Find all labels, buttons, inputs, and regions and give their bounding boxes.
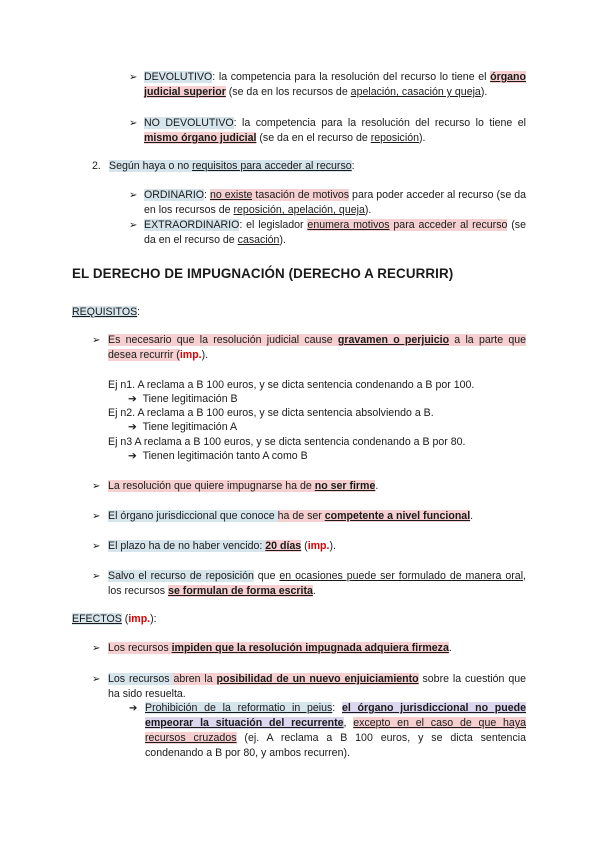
example-3-result: ➔ Tienen legitimación tanto A como B [128, 450, 308, 462]
efectos-title: EFECTOS (imp.): [72, 613, 157, 625]
arrowhead-bullet-icon: ➢ [92, 541, 101, 552]
devolutivo-paragraph: DEVOLUTIVO: la competencia para la resolución del recurso lo tiene el órgano judicial superior (se da en los recursos de apelación, casación y queja). [144, 71, 526, 98]
devolutivo-label: DEVOLUTIVO [144, 71, 213, 83]
section-heading: EL DERECHO DE IMPUGNACIÓN (DERECHO A RECURRIR) [72, 266, 454, 281]
no-devolutivo-label: NO DEVOLUTIVO [144, 117, 234, 129]
example-2-result: ➔ Tiene legitimación A [128, 421, 238, 433]
arrowhead-bullet-icon: ➢ [129, 118, 138, 129]
requisito-plazo: El plazo ha de no haber vencido: 20 días (imp.). [108, 540, 336, 552]
requisitos-title: REQUISITOS: [72, 306, 141, 318]
example-3: Ej n3 A reclama a B 100 euros, y se dicta sentencia condenando a B por 80. [108, 436, 466, 448]
arrowhead-bullet-icon: ➢ [92, 571, 101, 582]
example-1-result: ➔ Tiene legitimación B [128, 393, 238, 405]
reformatio-paragraph: Prohibición de la reformatio in peius: el órgano jurisdiccional no puede empeorar la situación del recurrente, excepto en el caso de que haya recursos cruzados (ej. A reclama a B 100 euros, y se dicta sentencia condenando a B por 80, y ambos recurren). [145, 702, 527, 759]
arrowhead-bullet-icon: ➢ [92, 643, 101, 654]
right-arrow-icon: ➔ [129, 703, 138, 714]
requisito-no-firme: La resolución que quiere impugnarse ha de no ser firme. [108, 480, 379, 492]
arrowhead-bullet-icon: ➢ [129, 220, 138, 231]
arrowhead-bullet-icon: ➢ [129, 190, 138, 201]
requisito-competencia: El órgano jurisdiccional que conoce ha de ser competente a nivel funcional. [108, 510, 474, 522]
requisito-forma: Salvo el recurso de reposición que en ocasiones puede ser formulado de manera oral, los recursos se formulan de forma escrita. [108, 570, 526, 597]
requisito-gravamen: Es necesario que la resolución judicial cause gravamen o perjuicio a la parte que desea recurrir (imp.). [108, 334, 527, 361]
arrowhead-bullet-icon: ➢ [92, 511, 101, 522]
arrowhead-bullet-icon: ➢ [92, 674, 101, 685]
arrowhead-bullet-icon: ➢ [129, 72, 138, 83]
example-2: Ej n2. A reclama a B 100 euros, y se dicta sentencia absolviendo a B. [108, 407, 434, 419]
list-number: 2. [92, 160, 101, 172]
right-arrow-icon: ➔ [128, 421, 137, 433]
example-1: Ej n1. A reclama a B 100 euros, y se dicta sentencia condenando a B por 100. [108, 379, 475, 391]
right-arrow-icon: ➔ [128, 450, 137, 462]
item2-paragraph: Según haya o no requisitos para acceder al recurso: [109, 160, 355, 172]
ordinario-paragraph: ORDINARIO: no existe tasación de motivos para poder acceder al recurso (se da en los recursos de reposición, apelación, queja). [144, 189, 526, 216]
arrowhead-bullet-icon: ➢ [92, 481, 101, 492]
efecto-nuevo-enjuiciamiento: Los recursos abren la posibilidad de un nuevo enjuiciamiento sobre la cuestión que ha sido resuelta. [108, 673, 526, 700]
arrowhead-bullet-icon: ➢ [92, 335, 101, 346]
efecto-firmeza: Los recursos impiden que la resolución impugnada adquiera firmeza. [108, 642, 452, 654]
no-devolutivo-paragraph: NO DEVOLUTIVO: la competencia para la resolución del recurso lo tiene el mismo órgano judicial (se da en el recurso de reposición). [144, 117, 526, 144]
extraordinario-paragraph: EXTRAORDINARIO: el legislador enumera motivos para acceder al recurso (se da en el recurso de casación). [144, 219, 526, 246]
right-arrow-icon: ➔ [128, 393, 137, 405]
